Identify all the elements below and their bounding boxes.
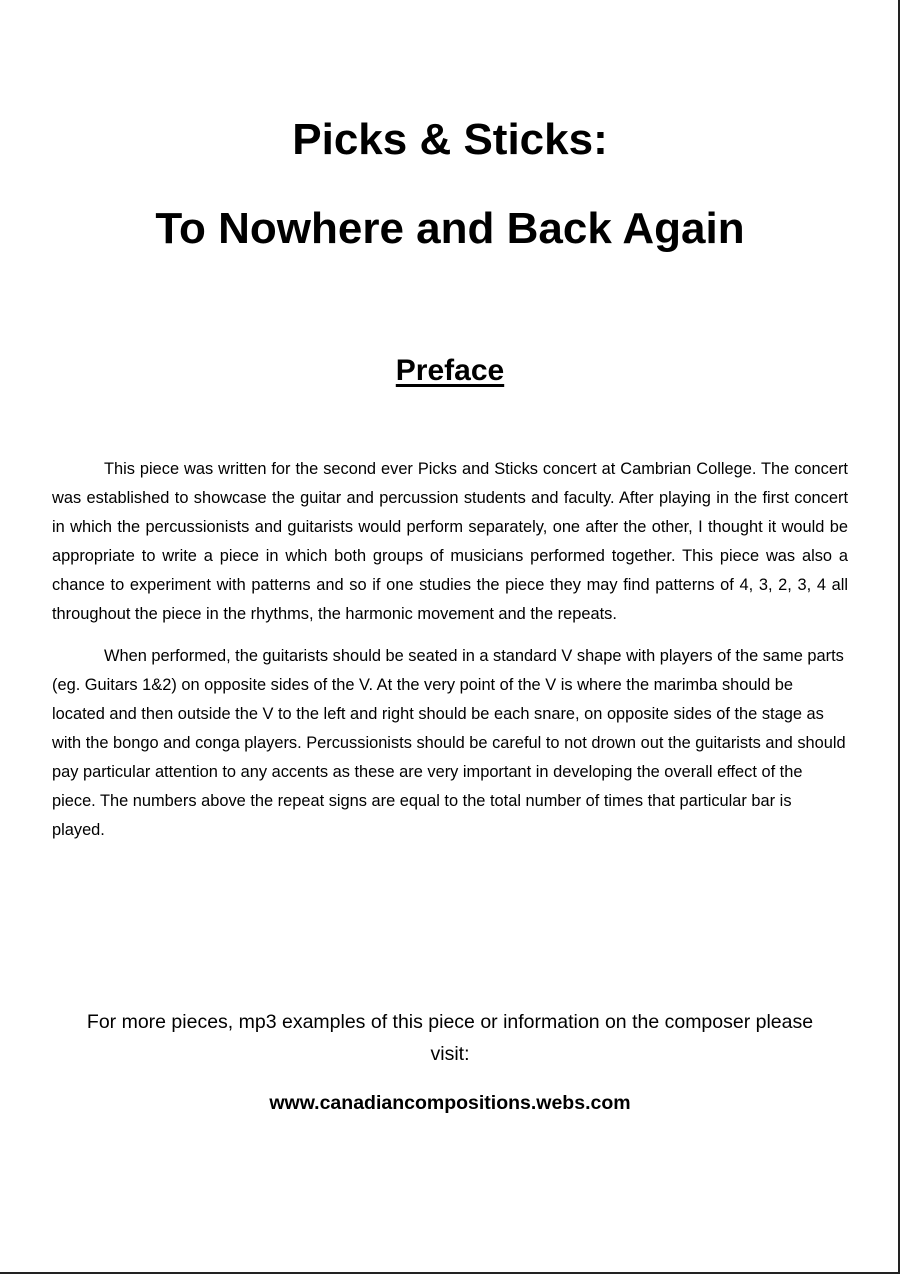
title-line-1: Picks & Sticks:	[292, 115, 608, 164]
preface-paragraph-2: When performed, the guitarists should be seated in a standard V shape with players of the same parts (eg. Guitars 1&2) on opposite sides of the V. At the very point of the V is where the marimba should be located and then outside the V to the left and right should be each snare, on opposite sides of the stage as with the bongo and conga players. Percussionists should be careful to not drown out the guitarists and should pay particular attention to any accents as these are very important in developing the overall effect of the piece. The numbers above the repeat signs are equal to the total number of times that particular bar is played.	[52, 647, 846, 839]
footer-text: For more pieces, mp3 examples of this piece or information on the composer please visit:	[86, 1011, 814, 1065]
preface-paragraph-1: This piece was written for the second ever Picks and Sticks concert at Cambrian College. The concert was established to showcase the guitar and percussion students and faculty. After playing in the first concert in which the percussionists and guitarists would perform separately, one after the other, I thought it would be appropriate to write a piece in which both groups of musicians performed together. This piece was also a chance to experiment with patterns and so if one studies the piece they may find patterns of 4, 3, 2, 3, 4 all throughout the piece in the rhythms, the harmonic movement and the repeats.	[52, 460, 848, 623]
preface-body	[52, 455, 848, 858]
preface-heading: Preface	[395, 354, 505, 387]
footer-url[interactable]: www.canadiancompositions.webs.com	[269, 1092, 631, 1114]
title-line-2: To Nowhere and Back Again	[155, 204, 745, 253]
